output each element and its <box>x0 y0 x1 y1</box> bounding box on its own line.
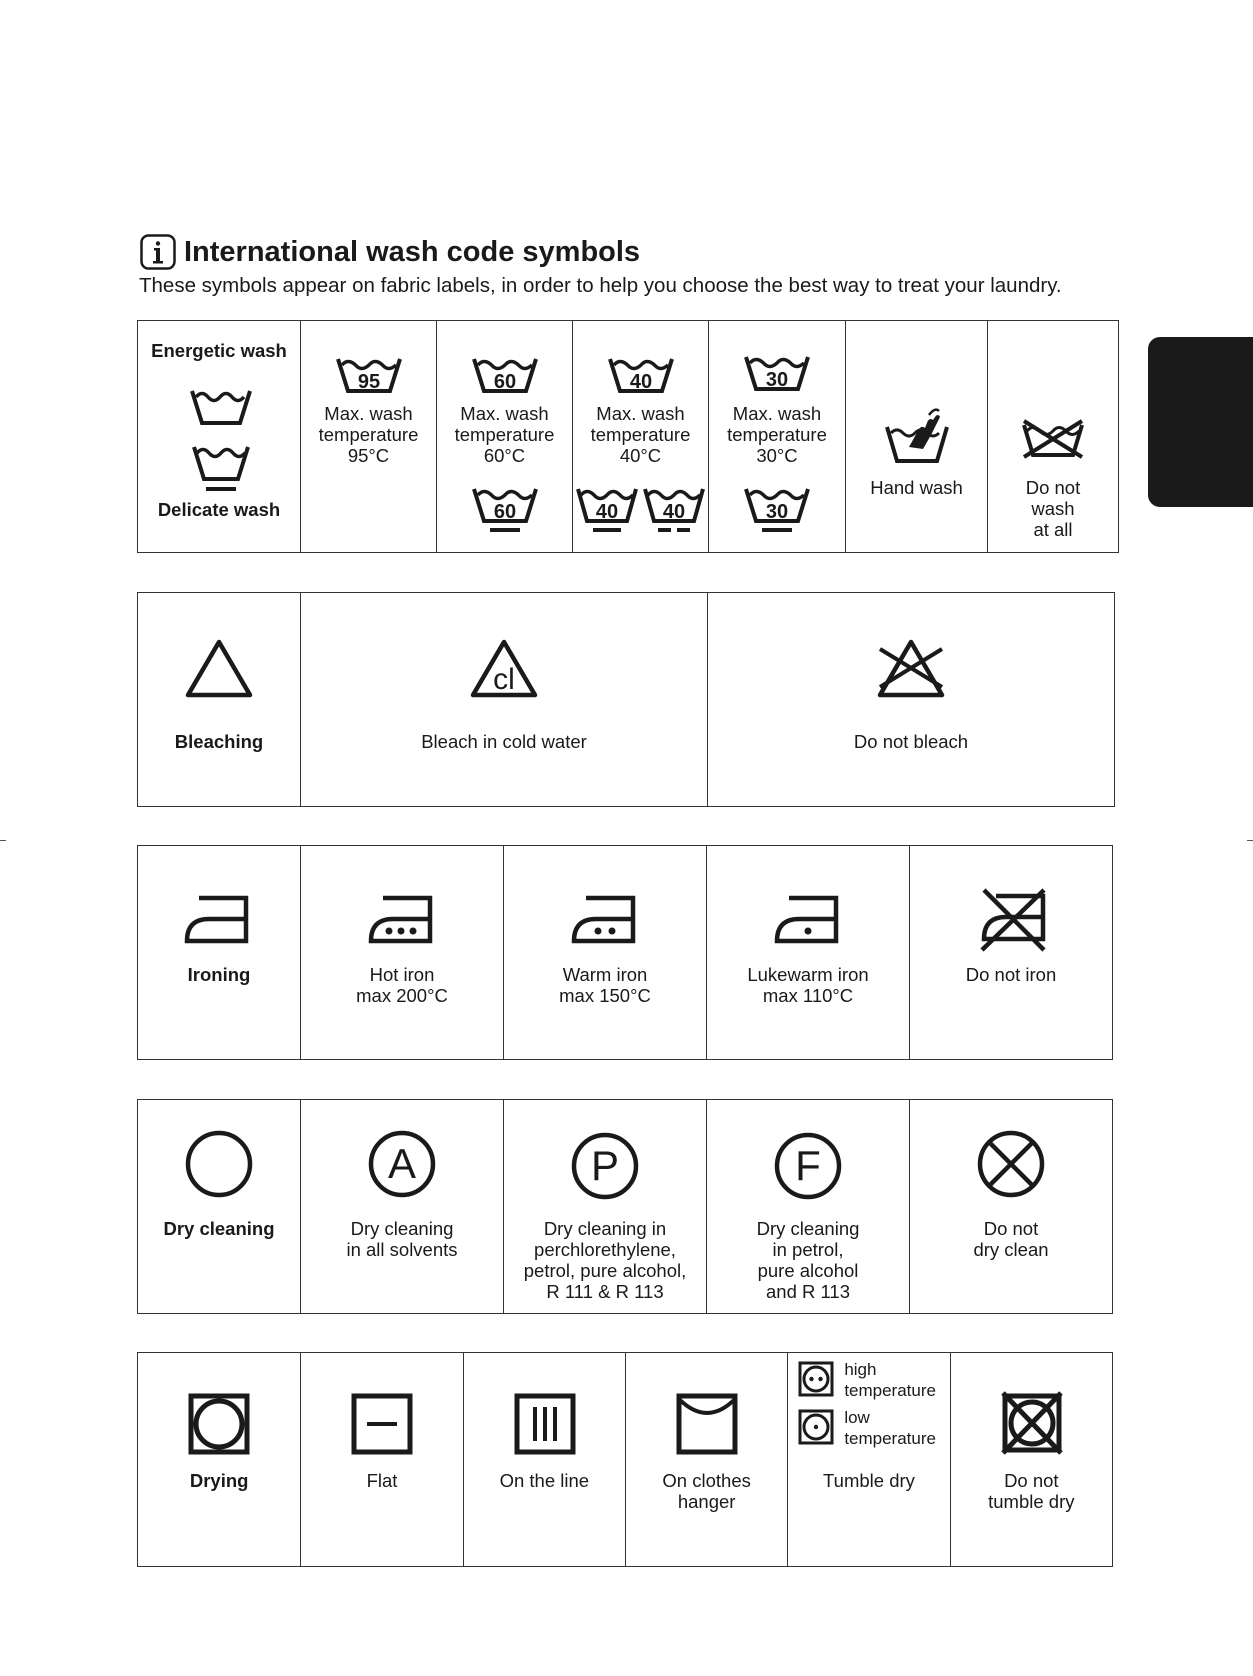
warm-iron-cell <box>504 846 707 1060</box>
do-not-iron-cell <box>910 846 1113 1060</box>
bleaching-header-cell <box>138 593 301 807</box>
hot-iron-cell <box>301 846 504 1060</box>
ironing-table <box>137 845 1113 1060</box>
hand-wash-icon <box>883 405 951 467</box>
bleach-cl-icon <box>469 637 539 699</box>
do-not-bleach-label: Do not bleach <box>853 731 969 752</box>
drying-label: Drying <box>189 1470 249 1491</box>
dry-line-cell <box>463 1353 625 1567</box>
do-not-wash-icon <box>1018 417 1088 461</box>
lukewarm-iron-icon <box>773 894 839 944</box>
do-not-dry-clean-cell <box>910 1100 1113 1314</box>
bleaching-table <box>137 592 1115 807</box>
wash-30-line2: temperature <box>727 424 827 445</box>
bleach-cold-label: Bleach in cold water <box>421 731 587 752</box>
page-edge-mark <box>1247 840 1253 841</box>
wash-60-delicate-temp: 60 <box>493 501 517 523</box>
drying-header-cell <box>138 1353 301 1567</box>
hand-wash-cell <box>846 321 988 553</box>
energetic-wash-icon <box>188 383 254 427</box>
tumble-high-line2: temperature <box>844 1381 936 1400</box>
dry-cleaning-label: Dry cleaning <box>163 1218 275 1239</box>
wash-60-line2: temperature <box>454 424 555 445</box>
page-edge-mark <box>0 840 6 841</box>
wash-60-delicate-icon <box>470 481 540 535</box>
wash-60-temp: 60 <box>493 371 517 393</box>
wash-30-line1: Max. wash <box>732 403 822 424</box>
tumble-high-icon <box>798 1361 834 1397</box>
page-subtitle: These symbols appear on fabric labels, in order to help you choose the best way to treat your laundry. <box>139 274 1062 297</box>
title-row <box>140 232 640 272</box>
tumble-low-line2: temperature <box>844 1429 936 1448</box>
lukewarm-iron-line2: max 110°C <box>762 985 854 1006</box>
svg-text:F: F <box>795 1142 821 1189</box>
bleach-cl-mark: cl <box>493 663 515 696</box>
wash-30-delicate-icon <box>742 481 812 535</box>
wash-30-delicate-temp: 30 <box>765 501 789 523</box>
wash-40-delicate-icon <box>575 481 639 535</box>
wash-30-cell <box>709 321 846 553</box>
do-not-dry-clean-line1: Do not <box>983 1218 1039 1239</box>
wash-30-temp: 30 <box>765 369 789 391</box>
dry-clean-a-line2: in all solvents <box>346 1239 458 1260</box>
dry-cleaning-table <box>137 1099 1113 1314</box>
wash-60-line3: 60°C <box>483 445 526 466</box>
do-not-tumble-line2: tumble dry <box>988 1491 1075 1512</box>
wash-95-cell <box>301 321 437 553</box>
wash-60-icon <box>470 351 540 395</box>
warm-iron-line1: Warm iron <box>562 964 648 985</box>
wash-40-cell <box>573 321 709 553</box>
hand-wash-label: Hand wash <box>870 477 963 498</box>
dry-clean-p-line4: R 111 & R 113 <box>546 1281 664 1302</box>
wash-60-line1: Max. wash <box>460 403 549 424</box>
wash-95-line2: temperature <box>318 424 419 445</box>
ironing-label: Ironing <box>187 964 251 985</box>
svg-text:P: P <box>590 1142 620 1189</box>
wash-40-line1: Max. wash <box>596 403 685 424</box>
ironing-header-cell <box>138 846 301 1060</box>
do-not-tumble-line1: Do not <box>1004 1470 1059 1491</box>
tumble-low-icon <box>798 1409 834 1445</box>
bleach-cold-cell <box>301 593 708 807</box>
dry-clean-f-cell <box>707 1100 910 1314</box>
dry-clean-f-line1: Dry cleaning <box>756 1218 860 1239</box>
wash-40-very-delicate-temp: 40 <box>662 501 686 523</box>
wash-30-icon <box>742 349 812 393</box>
dry-clean-p-line1: Dry cleaning in <box>543 1218 667 1239</box>
washing-table <box>137 320 1119 553</box>
tumble-low-line1: low <box>844 1408 870 1427</box>
iron-icon <box>183 894 249 944</box>
page-title: International wash code symbols <box>184 235 641 268</box>
do-not-wash-line3: at all <box>1033 519 1073 540</box>
delicate-wash-icon <box>188 441 254 495</box>
dry-clean-f-icon <box>774 1132 842 1200</box>
do-not-bleach-icon <box>876 637 946 699</box>
wash-40-temp: 40 <box>629 371 653 393</box>
dry-flat-icon <box>351 1393 413 1455</box>
wash-95-line3: 95°C <box>347 445 390 466</box>
dry-clean-p-icon <box>571 1132 639 1200</box>
wash-95-icon <box>334 351 404 395</box>
wash-40-line3: 40°C <box>619 445 662 466</box>
wash-30-line3: 30°C <box>756 445 798 466</box>
do-not-wash-line2: wash <box>1031 498 1075 519</box>
wash-40-line2: temperature <box>590 424 691 445</box>
drying-icon <box>188 1393 250 1455</box>
hot-iron-line2: max 200°C <box>356 985 448 1006</box>
wash-40-icon <box>606 351 676 395</box>
do-not-bleach-cell <box>708 593 1115 807</box>
tumble-dry-label: Tumble dry <box>823 1470 915 1491</box>
dry-clean-f-line3: pure alcohol <box>757 1260 859 1281</box>
dry-line-icon <box>514 1393 576 1455</box>
do-not-wash-cell <box>988 321 1119 553</box>
hot-iron-line1: Hot iron <box>369 964 435 985</box>
drying-table <box>137 1352 1113 1567</box>
do-not-tumble-icon <box>1001 1391 1063 1455</box>
hot-iron-icon <box>367 894 433 944</box>
dry-clean-p-line2: perchlorethylene, <box>534 1239 676 1260</box>
do-not-tumble-cell <box>950 1353 1112 1567</box>
dry-clean-p-cell <box>504 1100 707 1314</box>
wash-40-delicate-temp: 40 <box>595 501 619 523</box>
warm-iron-icon <box>570 894 636 944</box>
dry-hanger-icon <box>676 1393 738 1455</box>
dry-clean-f-line2: in petrol, <box>772 1239 844 1260</box>
dry-hanger-line1: On clothes <box>662 1470 751 1491</box>
wash-60-cell <box>437 321 573 553</box>
bleaching-label: Bleaching <box>174 731 264 752</box>
dry-line-label: On the line <box>499 1470 590 1491</box>
tumble-high-line1: high <box>844 1360 877 1379</box>
do-not-dry-clean-line2: dry clean <box>973 1239 1049 1260</box>
dry-hanger-cell <box>625 1353 787 1567</box>
dry-clean-a-icon <box>368 1130 436 1198</box>
svg-text:A: A <box>387 1140 417 1187</box>
do-not-iron-icon <box>976 886 1048 954</box>
dry-clean-p-line3: petrol, pure alcohol, <box>523 1260 687 1281</box>
dry-cleaning-header-cell <box>138 1100 301 1314</box>
dry-hanger-line2: hanger <box>677 1491 736 1512</box>
lukewarm-iron-line1: Lukewarm iron <box>747 964 869 985</box>
do-not-iron-label: Do not iron <box>965 964 1057 985</box>
energetic-wash-label: Energetic wash <box>151 340 287 361</box>
do-not-wash-line1: Do not <box>1025 477 1081 498</box>
dry-flat-label: Flat <box>366 1470 398 1491</box>
warm-iron-line2: max 150°C <box>559 985 651 1006</box>
wash-40-very-delicate-icon <box>642 481 706 535</box>
tumble-dry-cell <box>788 1353 950 1567</box>
bleach-triangle-icon <box>184 637 254 699</box>
washing-header-cell <box>138 321 301 553</box>
delicate-wash-label: Delicate wash <box>157 499 281 520</box>
wash-95-temp: 95 <box>357 371 381 393</box>
lukewarm-iron-cell <box>707 846 910 1060</box>
dry-clean-f-line4: and R 113 <box>766 1281 850 1302</box>
wash-95-line1: Max. wash <box>324 403 413 424</box>
info-icon <box>140 234 176 270</box>
dry-flat-cell <box>301 1353 463 1567</box>
dry-clean-a-cell <box>301 1100 504 1314</box>
dry-clean-a-line1: Dry cleaning <box>350 1218 454 1239</box>
do-not-dry-clean-icon <box>977 1130 1045 1198</box>
section-tab <box>1148 337 1253 507</box>
dry-clean-circle-icon <box>185 1130 253 1198</box>
